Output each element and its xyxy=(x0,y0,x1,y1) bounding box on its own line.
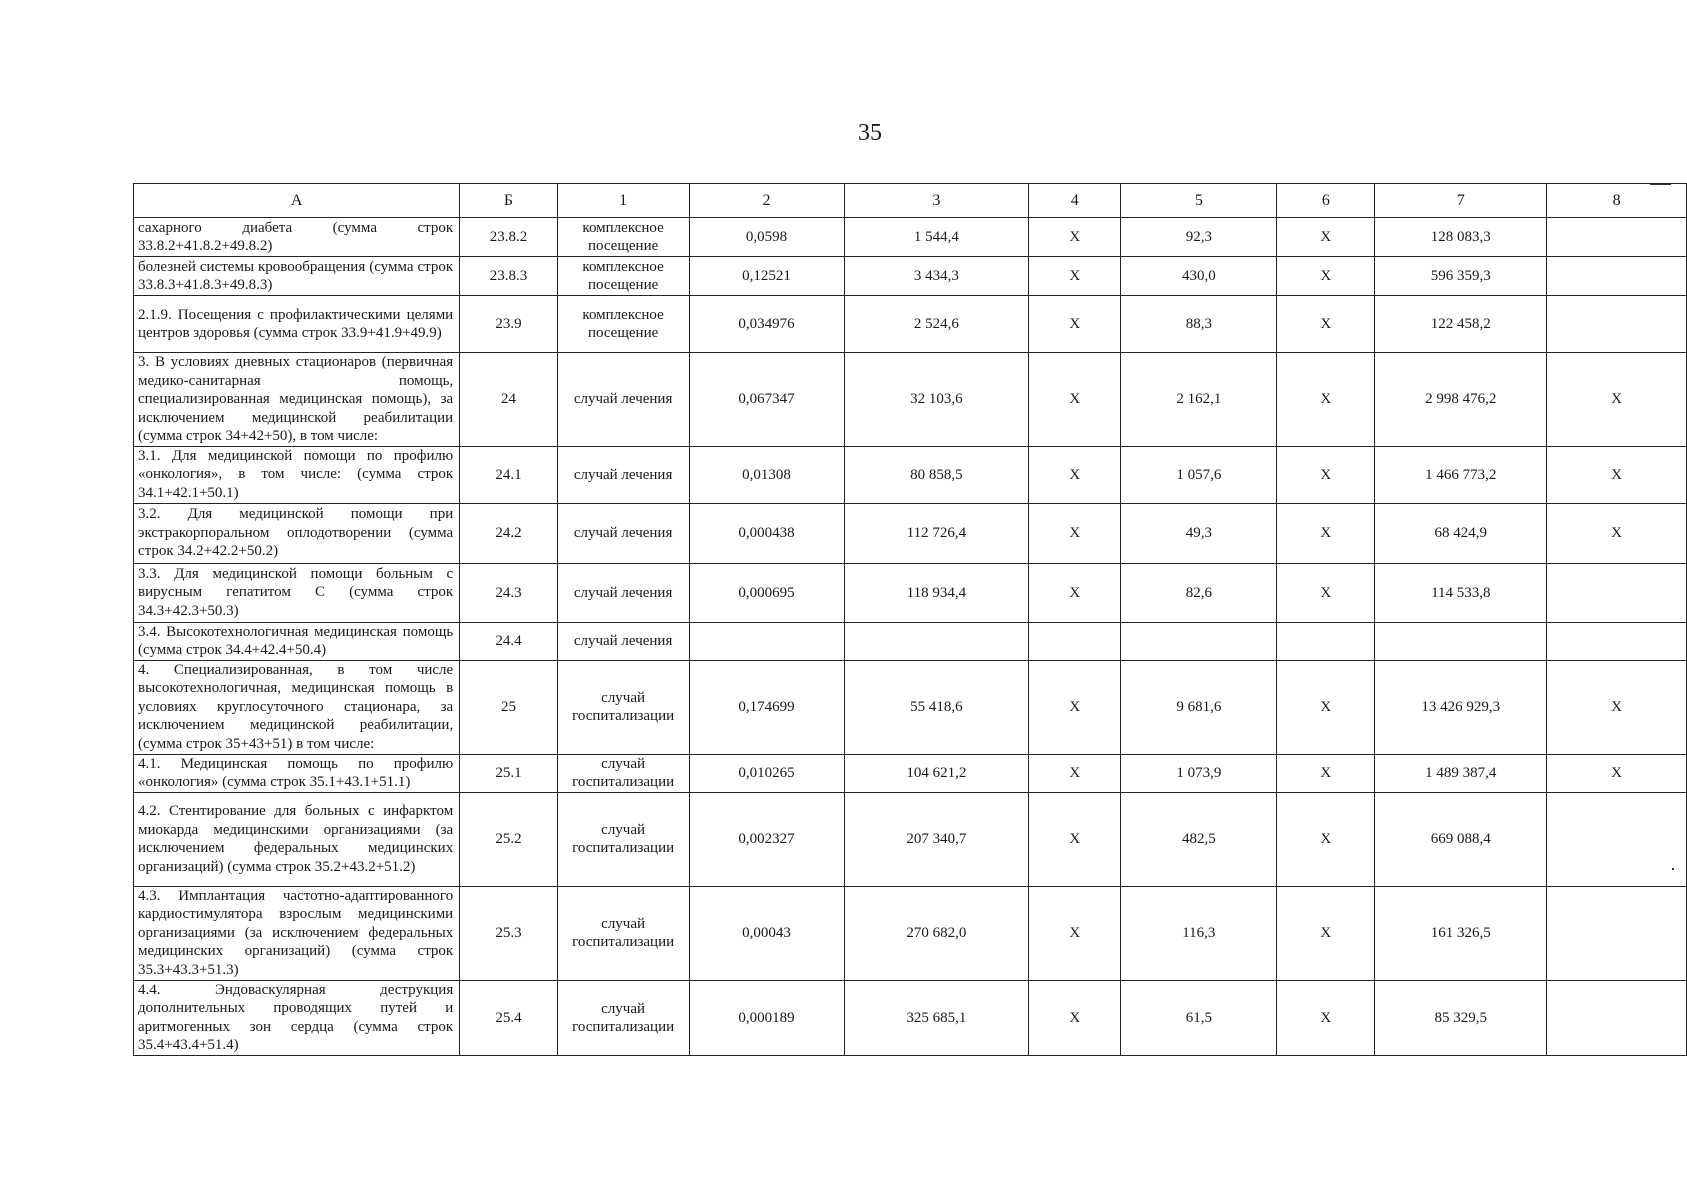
col7-value: 1 489 387,4 xyxy=(1375,754,1547,792)
col6-value: X xyxy=(1277,296,1375,353)
unit-cell: комплексное посещение xyxy=(557,296,689,353)
row-code: 23.9 xyxy=(460,296,557,353)
col4-value xyxy=(1029,622,1121,660)
column-header: 2 xyxy=(689,184,844,218)
col7-value: 68 424,9 xyxy=(1375,503,1547,563)
table-row xyxy=(134,503,1687,563)
col3-value: 32 103,6 xyxy=(844,353,1029,447)
column-header: 1 xyxy=(557,184,689,218)
col8-value xyxy=(1547,218,1687,257)
col8-value: X xyxy=(1547,446,1687,503)
col2-value: 0,000189 xyxy=(689,980,844,1055)
col7-value: 122 458,2 xyxy=(1375,296,1547,353)
col5-value: 430,0 xyxy=(1121,257,1277,296)
col7-value: 85 329,5 xyxy=(1375,980,1547,1055)
col4-value: X xyxy=(1029,503,1121,563)
col8-value xyxy=(1547,886,1687,980)
col6-value: X xyxy=(1277,754,1375,792)
row-description: 3.2. Для медицинской помощи при экстракорпоральном оплодотворении (сумма строк 34.2+42.2+50.2) xyxy=(134,503,460,563)
col5-value: 88,3 xyxy=(1121,296,1277,353)
col3-value: 270 682,0 xyxy=(844,886,1029,980)
row-code: 25 xyxy=(460,660,557,754)
col5-value: 2 162,1 xyxy=(1121,353,1277,447)
unit-cell: случай госпитализации xyxy=(557,754,689,792)
col8-value: X xyxy=(1547,754,1687,792)
col3-value: 1 544,4 xyxy=(844,218,1029,257)
row-description: 3.1. Для медицинской помощи по профилю «онкология», в том числе: (сумма строк 34.1+42.1+50.1) xyxy=(134,446,460,503)
unit-cell: случай лечения xyxy=(557,563,689,622)
row-code: 24.2 xyxy=(460,503,557,563)
column-header: 5 xyxy=(1121,184,1277,218)
unit-cell: случай госпитализации xyxy=(557,660,689,754)
col7-value: 128 083,3 xyxy=(1375,218,1547,257)
unit-cell: случай лечения xyxy=(557,446,689,503)
col8-value xyxy=(1547,563,1687,622)
unit-cell: случай госпитализации xyxy=(557,792,689,886)
table-row xyxy=(134,296,1687,353)
col2-value: 0,12521 xyxy=(689,257,844,296)
table-body xyxy=(134,218,1687,1056)
row-code: 24 xyxy=(460,353,557,447)
col8-value xyxy=(1547,257,1687,296)
unit-cell: комплексное посещение xyxy=(557,218,689,257)
col6-value: X xyxy=(1277,218,1375,257)
col2-value: 0,000695 xyxy=(689,563,844,622)
column-header: 6 xyxy=(1277,184,1375,218)
row-description: 4.2. Стентирование для больных с инфарктом миокарда медицинскими организациями (за исключением федеральных медицинских организаций) (сумма строк 35.2+43.2+51.2) xyxy=(134,792,460,886)
row-description: 4.1. Медицинская помощь по профилю «онкология» (сумма строк 35.1+43.1+51.1) xyxy=(134,754,460,792)
table-row xyxy=(134,353,1687,447)
row-description: 3.3. Для медицинской помощи больным с вирусным гепатитом С (сумма строк 34.3+42.3+50.3) xyxy=(134,563,460,622)
row-code: 25.1 xyxy=(460,754,557,792)
col2-value: 0,034976 xyxy=(689,296,844,353)
unit-cell: случай лечения xyxy=(557,353,689,447)
col3-value: 2 524,6 xyxy=(844,296,1029,353)
col3-value: 104 621,2 xyxy=(844,754,1029,792)
col3-value: 80 858,5 xyxy=(844,446,1029,503)
data-table xyxy=(133,183,1687,1056)
col6-value: X xyxy=(1277,446,1375,503)
col3-value: 3 434,3 xyxy=(844,257,1029,296)
table-row xyxy=(134,754,1687,792)
col7-value: 2 998 476,2 xyxy=(1375,353,1547,447)
col3-value: 325 685,1 xyxy=(844,980,1029,1055)
col5-value: 82,6 xyxy=(1121,563,1277,622)
col7-value xyxy=(1375,622,1547,660)
table-row xyxy=(134,886,1687,980)
col7-value: 161 326,5 xyxy=(1375,886,1547,980)
row-description: 4.4. Эндоваскулярная деструкция дополнительных проводящих путей и аритмогенных зон сердца (сумма строк 35.4+43.4+51.4) xyxy=(134,980,460,1055)
col8-value xyxy=(1547,792,1687,886)
unit-cell: комплексное посещение xyxy=(557,257,689,296)
row-code: 24.3 xyxy=(460,563,557,622)
col2-value: 0,010265 xyxy=(689,754,844,792)
unit-cell: случай госпитализации xyxy=(557,980,689,1055)
unit-cell: случай лечения xyxy=(557,503,689,563)
col4-value: X xyxy=(1029,353,1121,447)
data-table-container xyxy=(133,183,1687,1056)
col2-value: 0,0598 xyxy=(689,218,844,257)
col8-value: X xyxy=(1547,503,1687,563)
col4-value: X xyxy=(1029,980,1121,1055)
col2-value: 0,00043 xyxy=(689,886,844,980)
col5-value: 9 681,6 xyxy=(1121,660,1277,754)
row-description: 4.3. Имплантация частотно-адаптированного кардиостимулятора взрослым медицинскими организациями (за исключением федеральных медицинских организаций) (сумма строк 35.3+43.3+51.3) xyxy=(134,886,460,980)
col8-value xyxy=(1547,980,1687,1055)
col5-value: 49,3 xyxy=(1121,503,1277,563)
table-row xyxy=(134,446,1687,503)
col6-value: X xyxy=(1277,257,1375,296)
col7-value: 114 533,8 xyxy=(1375,563,1547,622)
col8-value: X xyxy=(1547,660,1687,754)
table-row xyxy=(134,257,1687,296)
col5-value: 92,3 xyxy=(1121,218,1277,257)
unit-cell: случай госпитализации xyxy=(557,886,689,980)
col6-value: X xyxy=(1277,563,1375,622)
col8-value xyxy=(1547,622,1687,660)
table-row xyxy=(134,980,1687,1055)
col6-value: X xyxy=(1277,660,1375,754)
column-header: Б xyxy=(460,184,557,218)
col4-value: X xyxy=(1029,296,1121,353)
col4-value: X xyxy=(1029,886,1121,980)
col7-value: 13 426 929,3 xyxy=(1375,660,1547,754)
col4-value: X xyxy=(1029,257,1121,296)
col4-value: X xyxy=(1029,218,1121,257)
col6-value: X xyxy=(1277,980,1375,1055)
col2-value: 0,174699 xyxy=(689,660,844,754)
col7-value: 669 088,4 xyxy=(1375,792,1547,886)
column-header: 7 xyxy=(1375,184,1547,218)
column-header: 8 xyxy=(1547,184,1687,218)
table-row xyxy=(134,792,1687,886)
col2-value: 0,067347 xyxy=(689,353,844,447)
col2-value: 0,01308 xyxy=(689,446,844,503)
col7-value: 1 466 773,2 xyxy=(1375,446,1547,503)
col2-value: 0,000438 xyxy=(689,503,844,563)
col5-value xyxy=(1121,622,1277,660)
col3-value: 207 340,7 xyxy=(844,792,1029,886)
col3-value: 55 418,6 xyxy=(844,660,1029,754)
col3-value: 112 726,4 xyxy=(844,503,1029,563)
col8-value xyxy=(1547,296,1687,353)
table-row xyxy=(134,218,1687,257)
column-header: 3 xyxy=(844,184,1029,218)
row-description: 2.1.9. Посещения с профилактическими целями центров здоровья (сумма строк 33.9+41.9+49.9) xyxy=(134,296,460,353)
row-code: 23.8.3 xyxy=(460,257,557,296)
row-description: болезней системы кровообращения (сумма строк 33.8.3+41.8.3+49.8.3) xyxy=(134,257,460,296)
unit-cell: случай лечения xyxy=(557,622,689,660)
row-code: 24.4 xyxy=(460,622,557,660)
row-description: 3.4. Высокотехнологичная медицинская помощь (сумма строк 34.4+42.4+50.4) xyxy=(134,622,460,660)
col4-value: X xyxy=(1029,792,1121,886)
col5-value: 61,5 xyxy=(1121,980,1277,1055)
header-row xyxy=(134,184,1687,218)
table-row xyxy=(134,660,1687,754)
page-number: 35 xyxy=(858,120,882,146)
col6-value: X xyxy=(1277,792,1375,886)
col6-value: X xyxy=(1277,503,1375,563)
col8-value: X xyxy=(1547,353,1687,447)
col2-value xyxy=(689,622,844,660)
col4-value: X xyxy=(1029,754,1121,792)
col5-value: 116,3 xyxy=(1121,886,1277,980)
col6-value: X xyxy=(1277,886,1375,980)
col3-value: 118 934,4 xyxy=(844,563,1029,622)
column-header: 4 xyxy=(1029,184,1121,218)
col7-value: 596 359,3 xyxy=(1375,257,1547,296)
col5-value: 1 073,9 xyxy=(1121,754,1277,792)
col3-value xyxy=(844,622,1029,660)
column-header: А xyxy=(134,184,460,218)
col5-value: 1 057,6 xyxy=(1121,446,1277,503)
table-row xyxy=(134,622,1687,660)
row-description: 4. Специализированная, в том числе высокотехнологичная, медицинская помощь в условиях круглосуточного стационара, за исключением медицинской реабилитации, (сумма строк 35+43+51) в том числе: xyxy=(134,660,460,754)
row-code: 25.4 xyxy=(460,980,557,1055)
col2-value: 0,002327 xyxy=(689,792,844,886)
col4-value: X xyxy=(1029,660,1121,754)
row-description: сахарного диабета (сумма строк 33.8.2+41.8.2+49.8.2) xyxy=(134,218,460,257)
table-row xyxy=(134,563,1687,622)
row-description: 3. В условиях дневных стационаров (первичная медико-санитарная помощь, специализированная медицинская помощь), за исключением медицинской реабилитации (сумма строк 34+42+50), в том числе: xyxy=(134,353,460,447)
row-code: 25.3 xyxy=(460,886,557,980)
row-code: 25.2 xyxy=(460,792,557,886)
col5-value: 482,5 xyxy=(1121,792,1277,886)
col6-value: X xyxy=(1277,353,1375,447)
row-code: 24.1 xyxy=(460,446,557,503)
row-code: 23.8.2 xyxy=(460,218,557,257)
col4-value: X xyxy=(1029,563,1121,622)
col4-value: X xyxy=(1029,446,1121,503)
col6-value xyxy=(1277,622,1375,660)
